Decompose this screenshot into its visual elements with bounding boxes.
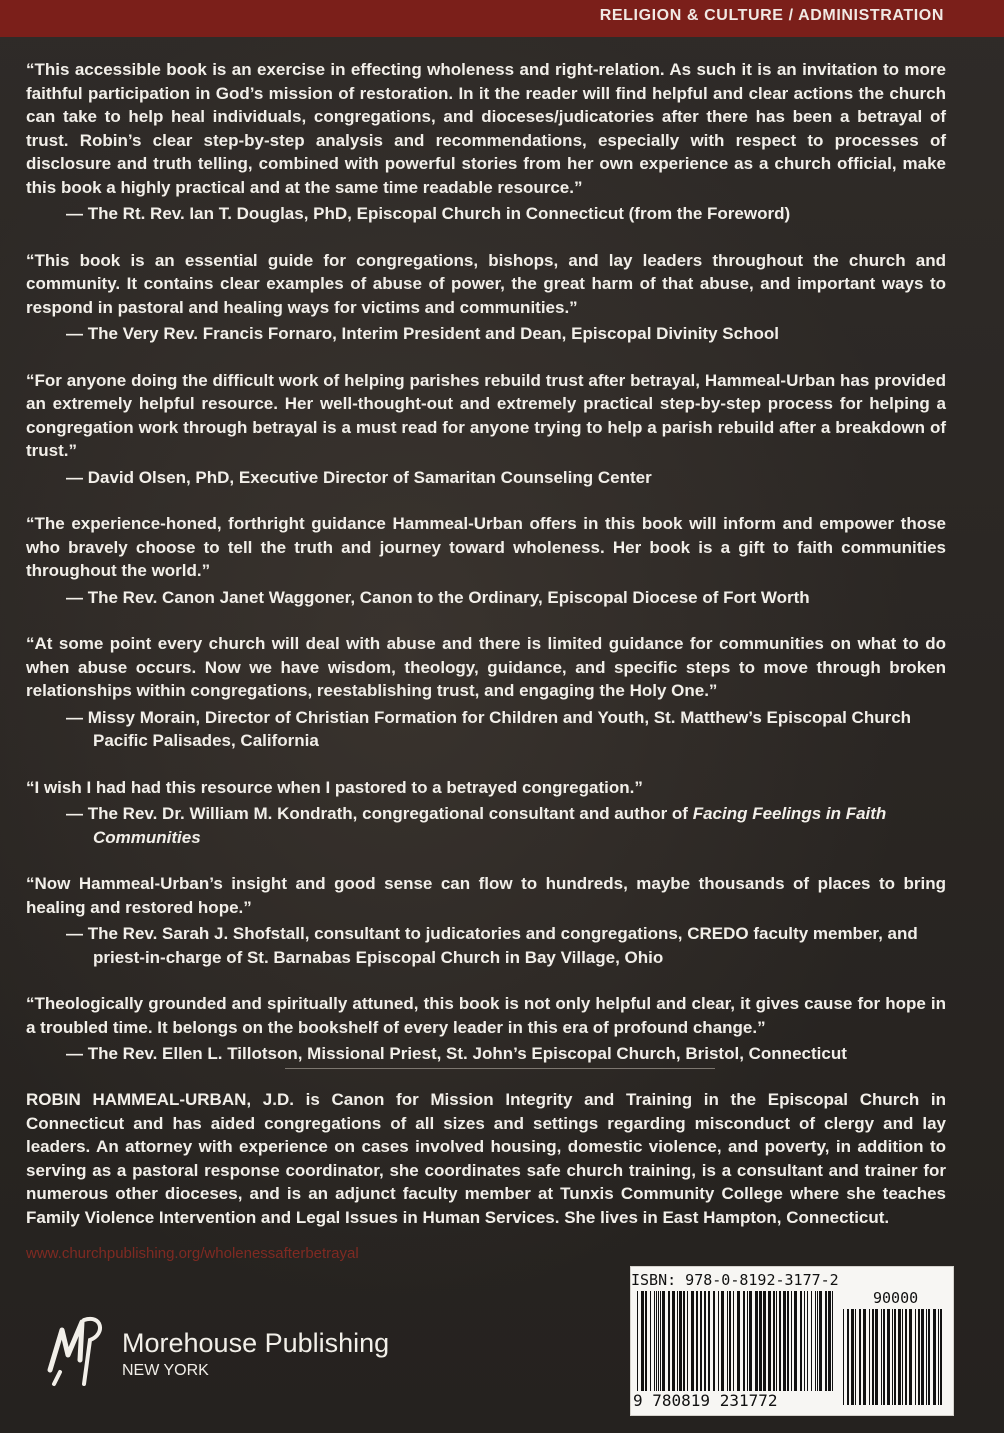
barcode-bar (881, 1309, 882, 1405)
divider (285, 1068, 715, 1069)
barcode-bar (883, 1309, 885, 1405)
barcode-bar (687, 1291, 688, 1391)
barcode-bar (768, 1291, 771, 1391)
barcode-bar (672, 1291, 675, 1391)
author-bio-text: is Canon for Mission Integrity and Training in the Episcopal Church in Connecticut and has aided congregations of all sizes and settings regarding misconduct of clergy and lay leaders. An attorney with experience on cases involved housing, domestic violence, and poverty, in addition to serving as a pastoral response coordinator, she coordinates safe church training, is a consultant and trainer for numerous other dioceses, and is an adjunct faculty member at Tunxis Community College where she teaches Family Violence Intervention and Legal Issues in Human Services. She lives in East Hampton, Connecticut. (26, 1090, 946, 1227)
publisher-logo (40, 1300, 460, 1400)
category-label: RELIGION & CULTURE / ADMINISTRATION (599, 7, 944, 24)
publisher-city: NEW YORK (122, 1362, 209, 1379)
barcode-bar (815, 1291, 816, 1391)
barcode (630, 1266, 954, 1416)
barcode-bar (704, 1291, 706, 1391)
barcode-bar (755, 1291, 758, 1391)
barcode-digits: 9 780819 231772 (633, 1391, 778, 1410)
review (26, 776, 946, 850)
barcode-bar (637, 1291, 638, 1391)
website-link[interactable]: www.churchpublishing.org/wholenessafterbetrayal (26, 1245, 359, 1262)
attribution-line-1: — Missy Morain, Director of Christian Formation for Children and Youth, St. Matthew’s Episcopal Church (66, 707, 912, 727)
barcode-bar (902, 1309, 903, 1405)
barcode-bar (677, 1291, 678, 1391)
barcode-bar (737, 1291, 740, 1391)
barcode-bar (763, 1291, 766, 1391)
barcode-bar (828, 1291, 831, 1391)
barcode-bar (776, 1291, 777, 1391)
barcode-bar (733, 1291, 734, 1391)
category-band (0, 0, 1004, 37)
barcode-bar (749, 1291, 752, 1391)
book-title: Facing Feelings in Faith (692, 804, 887, 823)
review-attribution: — The Rev. Ellen L. Tillotson, Missional Priest, St. John’s Episcopal Church, Bristol, Connecticut (66, 1044, 847, 1063)
barcode-bar (660, 1291, 661, 1391)
book-title-line-2: Communities (93, 827, 201, 847)
barcode-bar (747, 1291, 748, 1391)
reviews (26, 58, 946, 1089)
barcode-bar (779, 1291, 781, 1391)
review-quote: “Now Hammeal-Urban’s insight and good sense can flow to hundreds, maybe thousands of places to bring healing and restored hope.” (26, 874, 946, 917)
barcode-bar (921, 1309, 924, 1405)
barcode-bar (926, 1309, 927, 1405)
barcode-bar (863, 1309, 866, 1405)
barcode-bar (691, 1291, 694, 1391)
barcode-bar (825, 1291, 827, 1391)
author-name: ROBIN HAMMEAL-URBAN, J.D. (26, 1090, 294, 1109)
barcode-bar (872, 1309, 874, 1405)
barcode-bar (892, 1309, 893, 1405)
barcode-bar (662, 1291, 665, 1391)
isbn-label: ISBN: 978-0-8192-3177-2 (631, 1271, 839, 1289)
review (26, 369, 946, 490)
barcode-bar (851, 1309, 854, 1405)
barcode-bar (700, 1291, 702, 1391)
attribution-line-1: — The Rev. Sarah J. Shofstall, consultant to judicatories and congregations, CREDO faculty member, and (66, 924, 918, 943)
barcode-bar (832, 1291, 833, 1391)
barcode-bar (898, 1309, 901, 1405)
barcode-bar (894, 1309, 896, 1405)
review-attribution (26, 706, 946, 753)
review (26, 872, 946, 969)
barcode-bar (787, 1291, 789, 1391)
review-quote: “This accessible book is an exercise in effecting wholeness and right-relation. As such it is an invitation to more faithful participation in God’s mission of restoration. In it the reader will find helpful and clear actions the church can take to help heal individuals, congregations, and dioceses/judicatories after there has been a betrayal of trust. Robin’s clear step-by-step analysis and recommendations, especially with respect to processes of disclosure and truth telling, combined with powerful stories from her own experience as a church official, make this book a highly practical and at the same time readable resource.” (26, 60, 946, 197)
morehouse-logo-icon (40, 1300, 118, 1390)
review-attribution: — The Rt. Rev. Ian T. Douglas, PhD, Episcopal Church in Connecticut (from the Foreword) (66, 204, 791, 223)
barcode-bar (905, 1309, 907, 1405)
ean-barcode-bars (637, 1291, 837, 1391)
review-quote: “The experience-honed, forthright guidance Hammeal-Urban offers in this book will inform and empower those who bravely choose to tell the truth and journey toward wholeness. Her book is a gift to faith communities throughout the world.” (26, 514, 946, 580)
barcode-bar (791, 1291, 792, 1391)
attribution-line-2: Pacific Palisades, California (93, 731, 319, 750)
barcode-bar (811, 1291, 812, 1391)
barcode-bar (843, 1309, 844, 1405)
barcode-addon: 90000 (873, 1289, 919, 1307)
barcode-bar (847, 1309, 849, 1405)
barcode-bar (819, 1291, 822, 1391)
barcode-bar (817, 1291, 818, 1391)
review-attribution: — The Very Rev. Francis Fornaro, Interim President and Dean, Episcopal Divinity School (66, 324, 779, 343)
barcode-bar (855, 1309, 856, 1405)
barcode-bar (713, 1291, 715, 1391)
barcode-bar (645, 1291, 647, 1391)
barcode-bar (696, 1291, 698, 1391)
barcode-bar (743, 1291, 745, 1391)
review-attribution (26, 922, 946, 969)
attribution-line-2: priest-in-charge of St. Barnabas Episcopal Church in Bay Village, Ohio (93, 947, 664, 967)
review-quote: “At some point every church will deal with abuse and there is limited guidance for communities on what to do when abuse occurs. Now we have wisdom, theology, guidance, and specific steps to move through broken relationships within congregations, reestablishing trust, and engaging the Holy One.” (26, 634, 946, 700)
barcode-bar (729, 1291, 731, 1391)
review (26, 992, 946, 1066)
barcode-bar (656, 1291, 657, 1391)
barcode-bar (794, 1291, 797, 1391)
barcode-bar (683, 1291, 685, 1391)
review (26, 632, 946, 753)
barcode-bar (859, 1309, 861, 1405)
review-attribution (26, 802, 946, 849)
barcode-bar (783, 1291, 786, 1391)
barcode-bar (759, 1291, 762, 1391)
barcode-bar (915, 1309, 916, 1405)
review-quote: “Theologically grounded and spiritually attuned, this book is not only helpful and clear, it gives cause for hope in a troubled time. It belongs on the bookshelf of every leader in this era of profound change.” (26, 994, 946, 1037)
barcode-bar (807, 1291, 808, 1391)
review (26, 249, 946, 346)
barcode-bar (933, 1309, 936, 1405)
barcode-bar (650, 1291, 651, 1391)
barcode-bar (718, 1291, 719, 1391)
barcode-bar (928, 1309, 930, 1405)
barcode-bar (869, 1309, 870, 1405)
publisher-name: Morehouse Publishing (122, 1328, 390, 1358)
barcode-bar (909, 1309, 912, 1405)
barcode-bar (679, 1291, 682, 1391)
barcode-bar (773, 1291, 775, 1391)
barcode-bar (658, 1291, 659, 1391)
barcode-bar (668, 1291, 670, 1391)
review-attribution: — The Rev. Canon Janet Waggoner, Canon to the Ordinary, Episcopal Diocese of Fort Worth (66, 587, 810, 607)
review (26, 512, 946, 609)
barcode-bar (727, 1291, 728, 1391)
barcode-bar (918, 1309, 920, 1405)
barcode-bar (721, 1291, 724, 1391)
attribution-line-1: — The Rev. Dr. William M. Kondrath, congregational consultant and author of (66, 804, 693, 823)
addon-barcode-bars (843, 1309, 943, 1405)
barcode-bar (708, 1291, 710, 1391)
review-quote: “For anyone doing the difficult work of helping parishes rebuild trust after betrayal, Hammeal-Urban has provided an extremely helpful resource. Her well-thought-out and extremely practical step-by-step process for helping a congregation work through betrayal is a must read for anyone trying to help a parish rebuild after a breakdown of trust.” (26, 370, 946, 460)
author-bio (26, 1088, 946, 1229)
review-attribution: — David Olsen, PhD, Executive Director of Samaritan Counseling Center (66, 467, 652, 487)
review (26, 58, 946, 226)
review-quote: “I wish I had had this resource when I pastored to a betrayed congregation.” (26, 777, 643, 797)
barcode-bar (938, 1309, 939, 1405)
barcode-bar (804, 1291, 805, 1391)
barcode-bar (940, 1309, 942, 1405)
barcode-bar (875, 1309, 878, 1405)
barcode-bar (800, 1291, 802, 1391)
review-quote: “This book is an essential guide for congregations, bishops, and lay leaders throughout the church and community. It contains clear examples of abuse of power, the great harm of that abuse, and important ways to respond in pastoral and healing ways for victims and communities.” (26, 250, 946, 317)
barcode-bar (641, 1291, 644, 1391)
barcode-bar (887, 1309, 890, 1405)
barcode-bar (654, 1291, 655, 1391)
